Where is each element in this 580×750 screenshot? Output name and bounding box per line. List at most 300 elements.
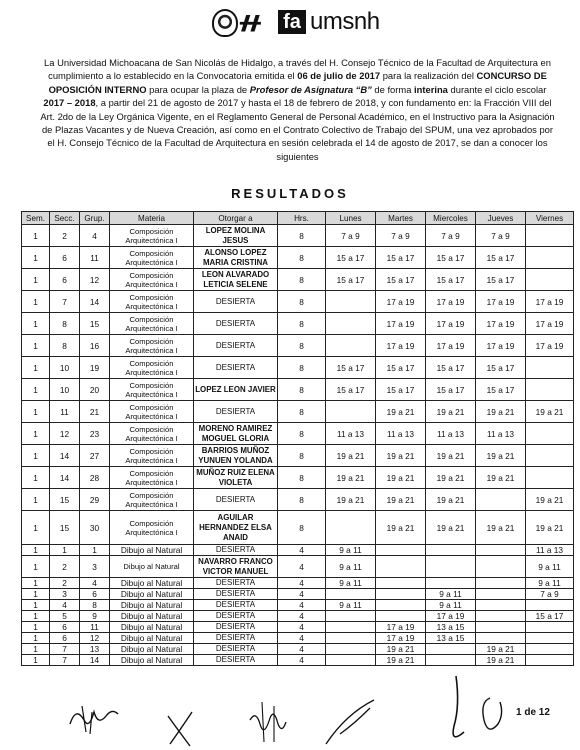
- intro-contest: CONCURSO DE OPOSICIÓN INTERNO: [48, 70, 547, 95]
- cell-otorgar: DESIERTA: [194, 545, 278, 556]
- table-row: [22, 556, 574, 578]
- cell-materia: Composición Arquitectónica I: [110, 269, 194, 291]
- cell-martes: 19 a 21: [376, 644, 426, 655]
- cell-grup: 27: [80, 445, 110, 467]
- col-header-lunes: Lunes: [326, 212, 376, 225]
- table-row: [22, 357, 574, 379]
- cell-lunes: 9 a 11: [326, 578, 376, 589]
- cell-materia: Composición Arquitectónica I: [110, 423, 194, 445]
- cell-sem: 1: [22, 655, 50, 666]
- cell-materia: Composición Arquitectónica I: [110, 357, 194, 379]
- cell-materia: Composición Arquitectónica I: [110, 445, 194, 467]
- cell-sem: 1: [22, 600, 50, 611]
- cell-otorgar: DESIERTA: [194, 611, 278, 622]
- col-header-viernes: Viernes: [526, 212, 574, 225]
- cell-viernes: [526, 644, 574, 655]
- col-header-grup: Grup.: [80, 212, 110, 225]
- cell-lunes: [326, 511, 376, 545]
- cell-lunes: [326, 655, 376, 666]
- cell-grup: 8: [80, 600, 110, 611]
- cell-otorgar: DESIERTA: [194, 578, 278, 589]
- cell-jueves: [476, 633, 526, 644]
- cell-otorgar: MUÑOZ RUIZ ELENA VIOLETA: [194, 467, 278, 489]
- cell-jueves: [476, 589, 526, 600]
- cell-jueves: 19 a 21: [476, 467, 526, 489]
- cell-grup: 3: [80, 556, 110, 578]
- cell-jueves: 19 a 21: [476, 401, 526, 423]
- cell-viernes: [526, 633, 574, 644]
- table-row: [22, 423, 574, 445]
- cell-viernes: [526, 445, 574, 467]
- cell-hrs: 4: [278, 556, 326, 578]
- cell-hrs: 8: [278, 357, 326, 379]
- cell-grup: 16: [80, 335, 110, 357]
- results-title: RESULTADOS: [231, 186, 349, 201]
- cell-materia: Composición Arquitectónica I: [110, 335, 194, 357]
- intro-position: Profesor de Asignatura “B”: [249, 83, 372, 95]
- cell-sem: 1: [22, 423, 50, 445]
- cell-viernes: 9 a 11: [526, 578, 574, 589]
- cell-grup: 21: [80, 401, 110, 423]
- cell-sem: 1: [22, 633, 50, 644]
- cell-lunes: 19 a 21: [326, 467, 376, 489]
- cell-secc: 8: [50, 313, 80, 335]
- cell-secc: 5: [50, 611, 80, 622]
- cell-viernes: 15 a 17: [526, 611, 574, 622]
- cell-miercoles: [426, 545, 476, 556]
- cell-martes: 17 a 19: [376, 313, 426, 335]
- cell-hrs: 8: [278, 335, 326, 357]
- cell-sem: 1: [22, 622, 50, 633]
- cell-viernes: 19 a 21: [526, 489, 574, 511]
- cell-sem: 1: [22, 489, 50, 511]
- intro-text: , a partir del 21 de agosto de 2017 y hasta el 18 de febrero de 2018, y con fundamento en: la Fracción VIII del Art. 2do de la Ley Orgánica Vigente, en el Reglamento General de Personal Académico, en el Instructivo para la Asignación de Plazas Vacantes y de Nueva Creación, así como en el Contrato Colectivo de Trabajo del SPUM, una vez aprobados por el H. Consejo Técnico de la Facultad de Arquitectura en sesión celebrada el 14 de agosto de 2017, se dan a conocer los siguientes: [40, 97, 555, 162]
- cell-secc: 10: [50, 379, 80, 401]
- cell-viernes: [526, 247, 574, 269]
- results-table-body: [22, 225, 574, 666]
- cell-martes: 19 a 21: [376, 445, 426, 467]
- intro-text: para la realización del: [380, 70, 477, 82]
- cell-secc: 6: [50, 269, 80, 291]
- cell-lunes: [326, 401, 376, 423]
- page-total: 12: [538, 707, 550, 718]
- cell-materia: Dibujo al Natural: [110, 611, 194, 622]
- cell-hrs: 4: [278, 578, 326, 589]
- cell-martes: 15 a 17: [376, 357, 426, 379]
- cell-hrs: 4: [278, 633, 326, 644]
- cell-jueves: 15 a 17: [476, 247, 526, 269]
- cell-grup: 30: [80, 511, 110, 545]
- cell-otorgar: DESIERTA: [194, 335, 278, 357]
- table-row: [22, 225, 574, 247]
- cell-secc: 1: [50, 545, 80, 556]
- cell-secc: 2: [50, 556, 80, 578]
- cell-secc: 3: [50, 589, 80, 600]
- cell-materia: Dibujo al Natural: [110, 589, 194, 600]
- cell-otorgar: BARRIOS MUÑOZ YUNUEN YOLANDA: [194, 445, 278, 467]
- cell-miercoles: 19 a 21: [426, 467, 476, 489]
- cell-martes: 17 a 19: [376, 291, 426, 313]
- cell-viernes: [526, 467, 574, 489]
- cell-lunes: 7 a 9: [326, 225, 376, 247]
- cell-miercoles: 17 a 19: [426, 335, 476, 357]
- cell-hrs: 4: [278, 589, 326, 600]
- cell-viernes: 7 a 9: [526, 589, 574, 600]
- table-row: [22, 313, 574, 335]
- cell-secc: 4: [50, 600, 80, 611]
- cell-grup: 4: [80, 578, 110, 589]
- table-row: [22, 511, 574, 545]
- cell-lunes: 11 a 13: [326, 423, 376, 445]
- cell-hrs: 8: [278, 467, 326, 489]
- col-header-hrs: Hrs.: [278, 212, 326, 225]
- cell-sem: 1: [22, 379, 50, 401]
- cell-sem: 1: [22, 589, 50, 600]
- cell-jueves: 19 a 21: [476, 445, 526, 467]
- cell-materia: Dibujo al Natural: [110, 622, 194, 633]
- table-row: [22, 633, 574, 644]
- cell-martes: [376, 589, 426, 600]
- cell-hrs: 8: [278, 401, 326, 423]
- table-row: [22, 269, 574, 291]
- cell-secc: 15: [50, 489, 80, 511]
- cell-lunes: 15 a 17: [326, 379, 376, 401]
- cell-grup: 29: [80, 489, 110, 511]
- cell-viernes: 19 a 21: [526, 511, 574, 545]
- table-row: [22, 445, 574, 467]
- cell-hrs: 4: [278, 655, 326, 666]
- cell-miercoles: 15 a 17: [426, 357, 476, 379]
- cell-materia: Dibujo al Natural: [110, 655, 194, 666]
- cell-lunes: [326, 633, 376, 644]
- cell-sem: 1: [22, 225, 50, 247]
- table-header-row: [22, 212, 574, 225]
- table-row: [22, 247, 574, 269]
- cell-hrs: 4: [278, 622, 326, 633]
- cell-sem: 1: [22, 247, 50, 269]
- col-header-secc: Secc.: [50, 212, 80, 225]
- cell-miercoles: 17 a 19: [426, 611, 476, 622]
- cell-viernes: 17 a 19: [526, 291, 574, 313]
- cell-otorgar: DESIERTA: [194, 633, 278, 644]
- page-of-label: de: [524, 707, 537, 718]
- cell-viernes: [526, 357, 574, 379]
- cell-miercoles: [426, 644, 476, 655]
- cell-hrs: 8: [278, 511, 326, 545]
- university-seal-icon: [212, 9, 238, 37]
- cell-grup: 19: [80, 357, 110, 379]
- cell-sem: 1: [22, 556, 50, 578]
- cell-lunes: [326, 313, 376, 335]
- cell-grup: 4: [80, 225, 110, 247]
- cell-materia: Composición Arquitectónica I: [110, 247, 194, 269]
- cell-hrs: 8: [278, 313, 326, 335]
- cell-sem: 1: [22, 269, 50, 291]
- cell-materia: Dibujo al Natural: [110, 578, 194, 589]
- cell-secc: 14: [50, 467, 80, 489]
- col-header-martes: Martes: [376, 212, 426, 225]
- table-row: [22, 489, 574, 511]
- cell-grup: 23: [80, 423, 110, 445]
- cell-secc: 6: [50, 622, 80, 633]
- cell-miercoles: 19 a 21: [426, 445, 476, 467]
- cell-lunes: [326, 644, 376, 655]
- cell-jueves: 15 a 17: [476, 379, 526, 401]
- cell-otorgar: DESIERTA: [194, 313, 278, 335]
- cell-jueves: 17 a 19: [476, 335, 526, 357]
- cell-jueves: 19 a 21: [476, 511, 526, 545]
- cell-otorgar: DESIERTA: [194, 489, 278, 511]
- cell-lunes: 19 a 21: [326, 445, 376, 467]
- cell-otorgar: DESIERTA: [194, 401, 278, 423]
- cell-jueves: 17 a 19: [476, 313, 526, 335]
- cell-otorgar: DESIERTA: [194, 655, 278, 666]
- cell-sem: 1: [22, 611, 50, 622]
- cell-jueves: [476, 489, 526, 511]
- cell-secc: 10: [50, 357, 80, 379]
- intro-text: La Universidad Michoacana de San Nicolás de Hidalgo, a través del H. Consejo Técnico de la Facultad de Arquitectura en cumplimiento a lo establecido en la Convocatoria emitida el: [44, 57, 551, 82]
- cell-grup: 1: [80, 545, 110, 556]
- cell-secc: 11: [50, 401, 80, 423]
- cell-otorgar: DESIERTA: [194, 589, 278, 600]
- cell-sem: 1: [22, 467, 50, 489]
- cell-sem: 1: [22, 313, 50, 335]
- cell-miercoles: [426, 578, 476, 589]
- cell-secc: 2: [50, 578, 80, 589]
- col-header-miercoles: Miercoles: [426, 212, 476, 225]
- cell-hrs: 8: [278, 445, 326, 467]
- cell-grup: 14: [80, 655, 110, 666]
- cell-secc: 7: [50, 655, 80, 666]
- cell-otorgar: NAVARRO FRANCO VICTOR MANUEL: [194, 556, 278, 578]
- cell-sem: 1: [22, 545, 50, 556]
- cell-martes: [376, 545, 426, 556]
- cell-viernes: 9 a 11: [526, 556, 574, 578]
- cell-otorgar: DESIERTA: [194, 622, 278, 633]
- table-row: [22, 335, 574, 357]
- cell-materia: Composición Arquitectónica I: [110, 401, 194, 423]
- cell-lunes: [326, 589, 376, 600]
- cell-martes: [376, 556, 426, 578]
- cell-miercoles: 19 a 21: [426, 511, 476, 545]
- cell-viernes: [526, 269, 574, 291]
- cell-viernes: [526, 600, 574, 611]
- page-number: [516, 707, 550, 718]
- cell-grup: 12: [80, 633, 110, 644]
- cell-lunes: [326, 622, 376, 633]
- cell-viernes: 11 a 13: [526, 545, 574, 556]
- cell-miercoles: 13 a 15: [426, 633, 476, 644]
- cell-sem: 1: [22, 511, 50, 545]
- cell-viernes: 17 a 19: [526, 335, 574, 357]
- cell-miercoles: 9 a 11: [426, 600, 476, 611]
- cell-grup: 20: [80, 379, 110, 401]
- col-header-materia: Materia: [110, 212, 194, 225]
- cell-jueves: 11 a 13: [476, 423, 526, 445]
- intro-date: 06 de julio de 2017: [297, 70, 381, 82]
- cell-martes: 15 a 17: [376, 269, 426, 291]
- table-row: [22, 622, 574, 633]
- cell-miercoles: 7 a 9: [426, 225, 476, 247]
- cell-grup: 15: [80, 313, 110, 335]
- cell-martes: 15 a 17: [376, 247, 426, 269]
- cell-jueves: [476, 611, 526, 622]
- table-row: [22, 644, 574, 655]
- table-row: [22, 379, 574, 401]
- cell-miercoles: 9 a 11: [426, 589, 476, 600]
- cell-jueves: 15 a 17: [476, 269, 526, 291]
- cell-sem: 1: [22, 401, 50, 423]
- cell-viernes: [526, 655, 574, 666]
- intro-paragraph: [40, 56, 555, 163]
- cell-secc: 15: [50, 511, 80, 545]
- cell-grup: 9: [80, 611, 110, 622]
- table-row: [22, 545, 574, 556]
- cell-martes: 7 a 9: [376, 225, 426, 247]
- table-row: [22, 291, 574, 313]
- cell-jueves: [476, 622, 526, 633]
- cell-otorgar: MORENO RAMIREZ MOGUEL GLORIA: [194, 423, 278, 445]
- cell-viernes: 19 a 21: [526, 401, 574, 423]
- cell-materia: Composición Arquitectónica I: [110, 379, 194, 401]
- intro-text: durante el ciclo escolar: [447, 83, 547, 95]
- cell-martes: 11 a 13: [376, 423, 426, 445]
- cell-grup: 13: [80, 644, 110, 655]
- cell-miercoles: 15 a 17: [426, 269, 476, 291]
- cell-hrs: 8: [278, 269, 326, 291]
- cell-hrs: 4: [278, 611, 326, 622]
- cell-viernes: 17 a 19: [526, 313, 574, 335]
- cell-otorgar: DESIERTA: [194, 644, 278, 655]
- cell-lunes: 15 a 17: [326, 357, 376, 379]
- cell-hrs: 4: [278, 545, 326, 556]
- faculty-logo: fa: [278, 10, 306, 34]
- cell-miercoles: 19 a 21: [426, 401, 476, 423]
- cell-jueves: [476, 578, 526, 589]
- cell-secc: 7: [50, 291, 80, 313]
- cell-secc: 7: [50, 644, 80, 655]
- cell-lunes: [326, 291, 376, 313]
- cell-hrs: 4: [278, 644, 326, 655]
- cell-otorgar: LOPEZ MOLINA JESUS: [194, 225, 278, 247]
- cell-sem: 1: [22, 335, 50, 357]
- cell-materia: Dibujo al Natural: [110, 545, 194, 556]
- cell-grup: 28: [80, 467, 110, 489]
- table-row: [22, 600, 574, 611]
- cell-otorgar: DESIERTA: [194, 291, 278, 313]
- cell-grup: 12: [80, 269, 110, 291]
- cell-sem: 1: [22, 578, 50, 589]
- handwritten-signatures: [0, 672, 580, 750]
- table-row: [22, 578, 574, 589]
- university-abbrev-logo: umsnh: [310, 8, 380, 35]
- intro-text: para ocupar la plaza de: [146, 83, 250, 95]
- cell-viernes: [526, 622, 574, 633]
- cell-otorgar: DESIERTA: [194, 357, 278, 379]
- cell-sem: 1: [22, 357, 50, 379]
- cell-grup: 11: [80, 622, 110, 633]
- cell-materia: Dibujo al Natural: [110, 644, 194, 655]
- table-row: [22, 467, 574, 489]
- cell-otorgar: ALONSO LOPEZ MARIA CRISTINA: [194, 247, 278, 269]
- cell-otorgar: LEON ALVARADO LETICIA SELENE: [194, 269, 278, 291]
- cell-materia: Dibujo al Natural: [110, 556, 194, 578]
- cell-jueves: [476, 545, 526, 556]
- cell-miercoles: 17 a 19: [426, 313, 476, 335]
- cell-hrs: 8: [278, 291, 326, 313]
- col-header-jueves: Jueves: [476, 212, 526, 225]
- cell-martes: 19 a 21: [376, 401, 426, 423]
- cell-lunes: [326, 335, 376, 357]
- col-header-sem: Sem.: [22, 212, 50, 225]
- cell-lunes: 19 a 21: [326, 489, 376, 511]
- cell-materia: Composición Arquitectónica I: [110, 225, 194, 247]
- intro-cycle: 2017 – 2018: [43, 97, 96, 109]
- cell-secc: 8: [50, 335, 80, 357]
- cell-jueves: 7 a 9: [476, 225, 526, 247]
- cell-miercoles: 15 a 17: [426, 379, 476, 401]
- cell-sem: 1: [22, 291, 50, 313]
- table-row: [22, 611, 574, 622]
- cell-secc: 6: [50, 247, 80, 269]
- cell-miercoles: [426, 655, 476, 666]
- cell-materia: Composición Arquitectónica I: [110, 489, 194, 511]
- cell-hrs: 8: [278, 423, 326, 445]
- cell-hrs: 8: [278, 225, 326, 247]
- cell-martes: 17 a 19: [376, 335, 426, 357]
- page-current: 1: [516, 707, 522, 718]
- cell-grup: 14: [80, 291, 110, 313]
- cell-hrs: 8: [278, 379, 326, 401]
- cell-martes: 19 a 21: [376, 467, 426, 489]
- cell-sem: 1: [22, 445, 50, 467]
- cell-secc: 12: [50, 423, 80, 445]
- table-row: [22, 655, 574, 666]
- faculty-emblem-icon: ᚋᚋ: [240, 10, 259, 34]
- cell-jueves: [476, 600, 526, 611]
- cell-martes: 15 a 17: [376, 379, 426, 401]
- cell-martes: [376, 578, 426, 589]
- cell-martes: [376, 600, 426, 611]
- cell-martes: 19 a 21: [376, 655, 426, 666]
- cell-hrs: 8: [278, 489, 326, 511]
- results-table: [21, 211, 574, 666]
- cell-miercoles: 13 a 15: [426, 622, 476, 633]
- cell-lunes: [326, 611, 376, 622]
- cell-viernes: [526, 225, 574, 247]
- cell-martes: [376, 611, 426, 622]
- cell-miercoles: [426, 556, 476, 578]
- cell-miercoles: 17 a 19: [426, 291, 476, 313]
- cell-lunes: 9 a 11: [326, 600, 376, 611]
- cell-secc: 2: [50, 225, 80, 247]
- cell-secc: 14: [50, 445, 80, 467]
- cell-jueves: 17 a 19: [476, 291, 526, 313]
- cell-materia: Composición Arquitectónica I: [110, 291, 194, 313]
- document-header: [0, 4, 580, 38]
- cell-viernes: [526, 379, 574, 401]
- cell-lunes: 15 a 17: [326, 269, 376, 291]
- cell-jueves: 19 a 21: [476, 644, 526, 655]
- cell-grup: 6: [80, 589, 110, 600]
- cell-lunes: 9 a 11: [326, 556, 376, 578]
- cell-jueves: [476, 556, 526, 578]
- cell-jueves: 15 a 17: [476, 357, 526, 379]
- cell-jueves: 19 a 21: [476, 655, 526, 666]
- intro-interim: interina: [414, 83, 448, 95]
- cell-miercoles: 11 a 13: [426, 423, 476, 445]
- cell-martes: 17 a 19: [376, 633, 426, 644]
